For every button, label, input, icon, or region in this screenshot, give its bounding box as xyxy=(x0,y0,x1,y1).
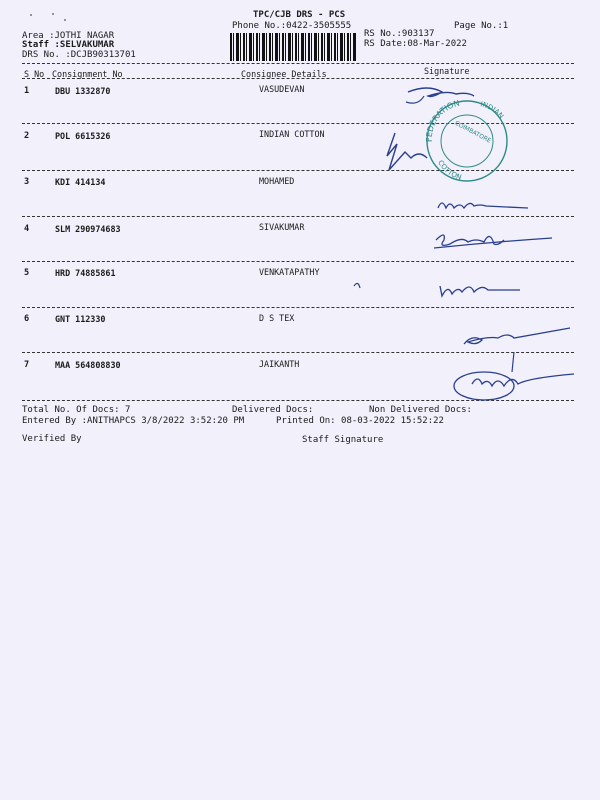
row-consignee: VASUDEVAN xyxy=(259,84,305,94)
row-consignment: MAA 564808830 xyxy=(55,360,121,370)
verified-by: Verified By xyxy=(22,434,82,444)
row-consignee: VENKATAPATHY xyxy=(259,267,320,277)
row-consignee: JAIKANTH xyxy=(259,359,300,369)
row-consignment: SLM 290974683 xyxy=(55,224,121,234)
printed-on: Printed On: 08-03-2022 15:52:22 xyxy=(276,416,444,426)
scan-speck xyxy=(30,14,32,16)
signature-1 xyxy=(398,82,508,122)
row-serial: 4 xyxy=(24,224,30,234)
divider xyxy=(22,216,574,217)
signature-4 xyxy=(432,226,556,254)
rs-number: RS No.:903137 xyxy=(364,29,435,39)
row-consignee: D S TEX xyxy=(259,313,295,323)
column-header-consignment: Consignment No xyxy=(52,69,123,79)
stamp-bottom-text: COTTON xyxy=(436,158,463,182)
non-delivered-docs: Non Delivered Docs: xyxy=(369,405,472,415)
phone-number: Phone No.:0422-3505555 xyxy=(232,21,352,31)
row-serial: 5 xyxy=(24,268,30,278)
stamp-center-text: COIMBATORE xyxy=(453,119,493,145)
row-consignee: MOHAMED xyxy=(259,176,295,186)
row-consignment: DBU 1332870 xyxy=(55,86,111,96)
row-serial: 1 xyxy=(24,86,30,96)
signature-3 xyxy=(434,194,534,216)
signature-5 xyxy=(352,276,542,302)
total-docs: Total No. Of Docs: 7 xyxy=(22,405,131,415)
row-serial: 2 xyxy=(24,131,30,141)
row-consignment: HRD 74885861 xyxy=(55,268,116,278)
column-header-signature: Signature xyxy=(424,66,470,76)
delivered-docs: Delivered Docs: xyxy=(232,405,314,415)
row-consignment: POL 6615326 xyxy=(55,131,111,141)
rs-date: RS Date:08-Mar-2022 xyxy=(364,39,467,49)
staff-label: Staff :SELVAKUMAR xyxy=(22,40,115,50)
signature-2 xyxy=(375,128,435,178)
document-title: TPC/CJB DRS - PCS xyxy=(253,10,346,20)
stamp-right-text: INDIAN xyxy=(479,100,506,121)
divider xyxy=(22,78,574,79)
barcode xyxy=(230,33,356,61)
staff-signature: Staff Signature xyxy=(302,435,384,445)
signature-7 xyxy=(448,348,578,404)
row-consignment: KDI 414134 xyxy=(55,177,106,187)
drs-number: DRS No. :DCJB90313701 xyxy=(22,50,136,60)
area-label: Area :JOTHI NAGAR xyxy=(22,31,115,41)
divider xyxy=(22,307,574,308)
entered-by: Entered By :ANITHAPCS 3/8/2022 3:52:20 PM xyxy=(22,416,245,426)
row-serial: 3 xyxy=(24,177,30,187)
column-header-consignee: Consignee Details xyxy=(241,69,327,79)
row-serial: 6 xyxy=(24,314,30,324)
page-number: Page No.:1 xyxy=(454,21,509,31)
column-header-sno: S No xyxy=(24,69,45,79)
scan-speck xyxy=(64,19,66,21)
row-consignee: INDIAN COTTON xyxy=(259,129,325,139)
row-consignment: GNT 112330 xyxy=(55,314,106,324)
divider xyxy=(22,63,574,64)
scan-speck xyxy=(52,13,54,15)
row-serial: 7 xyxy=(24,360,30,370)
row-consignee: SIVAKUMAR xyxy=(259,222,305,232)
divider xyxy=(22,261,574,262)
stamp-top-text: FEDERATION xyxy=(424,98,461,143)
